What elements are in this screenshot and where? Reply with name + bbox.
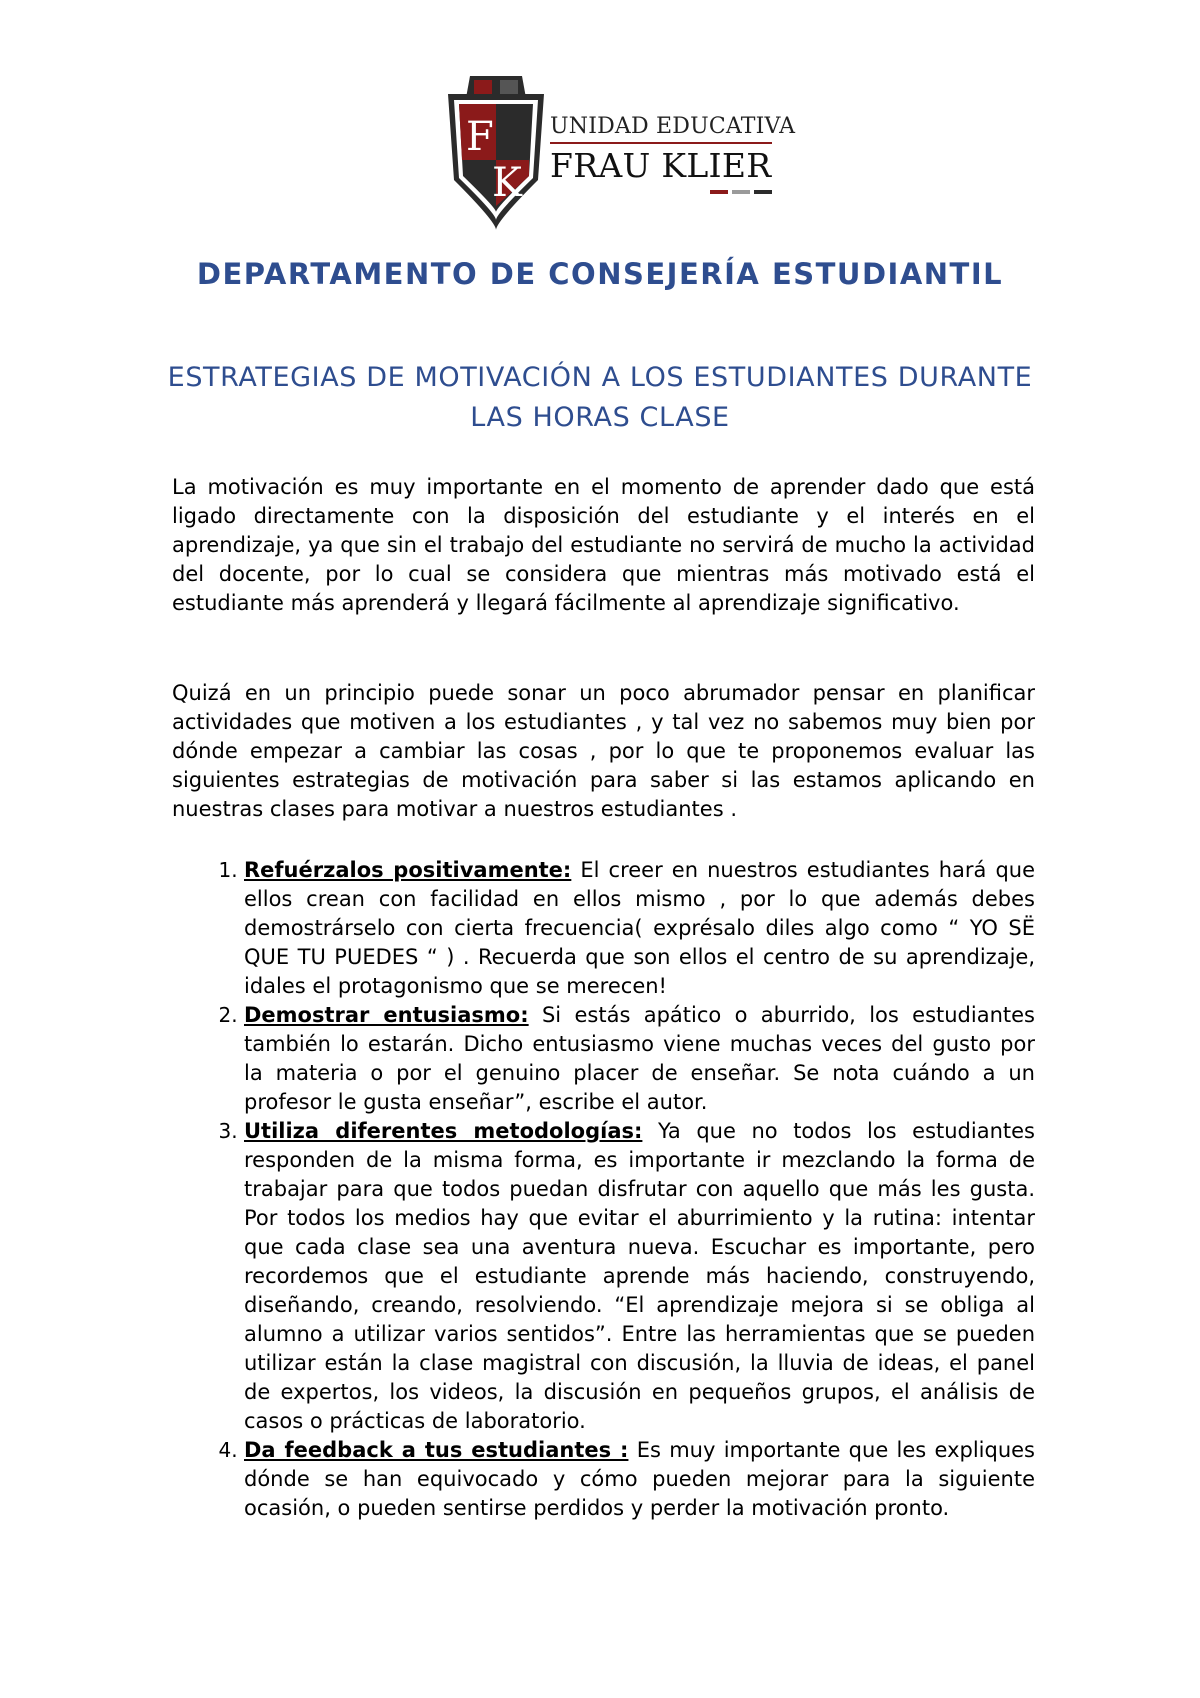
logo-bar-dark	[754, 190, 772, 194]
second-paragraph: Quizá en un principio puede sonar un poco abrumador pensar en planificar actividades que motiven a los estudiantes , y tal vez no sabemos muy bien por dónde empezar a cambiar las cosas , por lo que te proponemos evaluar las siguientes estrategias de motivación para saber si las estamos aplicando en nuestras clases para motivar a nuestros estudiantes .	[172, 681, 1035, 821]
strategy-text: Si estás apático o aburrido, los estudiantes también lo estarán. Dicho entusiasmo viene muchas veces del gusto por la materia o por el genuino placer de enseñar. Se nota cuándo a un profesor le gusta enseñar”, escribe el autor.	[244, 1003, 1035, 1114]
strategy-title: Demostrar entusiasmo:	[244, 1003, 529, 1027]
strategy-title: Da feedback a tus estudiantes :	[244, 1438, 629, 1462]
list-item	[244, 1117, 1035, 1436]
department-title: DEPARTAMENTO DE CONSEJERÍA ESTUDIANTIL	[196, 257, 1004, 291]
logo-line-school: FRAU KLIER	[550, 146, 772, 185]
logo-line-unidad: UNIDAD EDUCATIVA	[550, 114, 796, 139]
school-shield-icon	[440, 72, 552, 232]
strategies-list	[172, 856, 1035, 1523]
list-item	[244, 1436, 1035, 1523]
list-item	[244, 1001, 1035, 1117]
school-logo	[440, 72, 796, 232]
logo-wordmark	[550, 114, 796, 194]
shield-letter-k: K	[492, 160, 522, 206]
shield-letter-f: F	[466, 114, 494, 160]
document-subtitle: ESTRATEGIAS DE MOTIVACIÓN A LOS ESTUDIANTES DURANTE LAS HORAS CLASE	[167, 362, 1033, 433]
strategy-title: Utiliza diferentes metodologías:	[244, 1119, 643, 1143]
logo-divider	[550, 142, 772, 144]
list-item	[244, 856, 1035, 1001]
strategy-title: Refuérzalos positivamente:	[244, 858, 572, 882]
logo-bar-red	[710, 190, 728, 194]
strategy-text: El creer en nuestros estudiantes hará que ellos crean con facilidad en ellos mismo , por lo que además debes demostrárselo con cierta frecuencia( exprésalo diles algo como “ YO SË QUE TU PUEDES “ ) . Recuerda que son ellos el centro de su aprendizaje, idales el protagonismo que se merecen!	[244, 858, 1036, 998]
strategy-text: Es muy importante que les expliques dónde se han equivocado y cómo pueden mejorar para la siguiente ocasión, o pueden sentirse perdidos y perder la motivación pronto.	[244, 1438, 1035, 1520]
strategy-text: Ya que no todos los estudiantes responden de la misma forma, es importante ir mezclando la forma de trabajar para que todos puedan disfrutar con aquello que más les gusta. Por todos los medios hay que evitar el aburrimiento y la rutina: intentar que cada clase sea una aventura nueva. Escuchar es importante, pero recordemos que el estudiante aprende más haciendo, construyendo, diseñando, creando, resolviendo. “El aprendizaje mejora si se obliga al alumno a utilizar varios sentidos”. Entre las herramientas que se pueden utilizar están la clase magistral con discusión, la lluvia de ideas, el panel de expertos, los videos, la discusión en pequeños grupos, el análisis de casos o prácticas de laboratorio.	[244, 1119, 1035, 1433]
intro-paragraph: La motivación es muy importante en el momento de aprender dado que está ligado directamente con la disposición del estudiante y el interés en el aprendizaje, ya que sin el trabajo del estudiante no servirá de mucho la actividad del docente, por lo cual se considera que mientras más motivado está el estudiante más aprenderá y llegará fácilmente al aprendizaje significativo.	[172, 475, 1035, 615]
logo-bar-gray	[732, 190, 750, 194]
logo-color-bars	[710, 190, 780, 194]
